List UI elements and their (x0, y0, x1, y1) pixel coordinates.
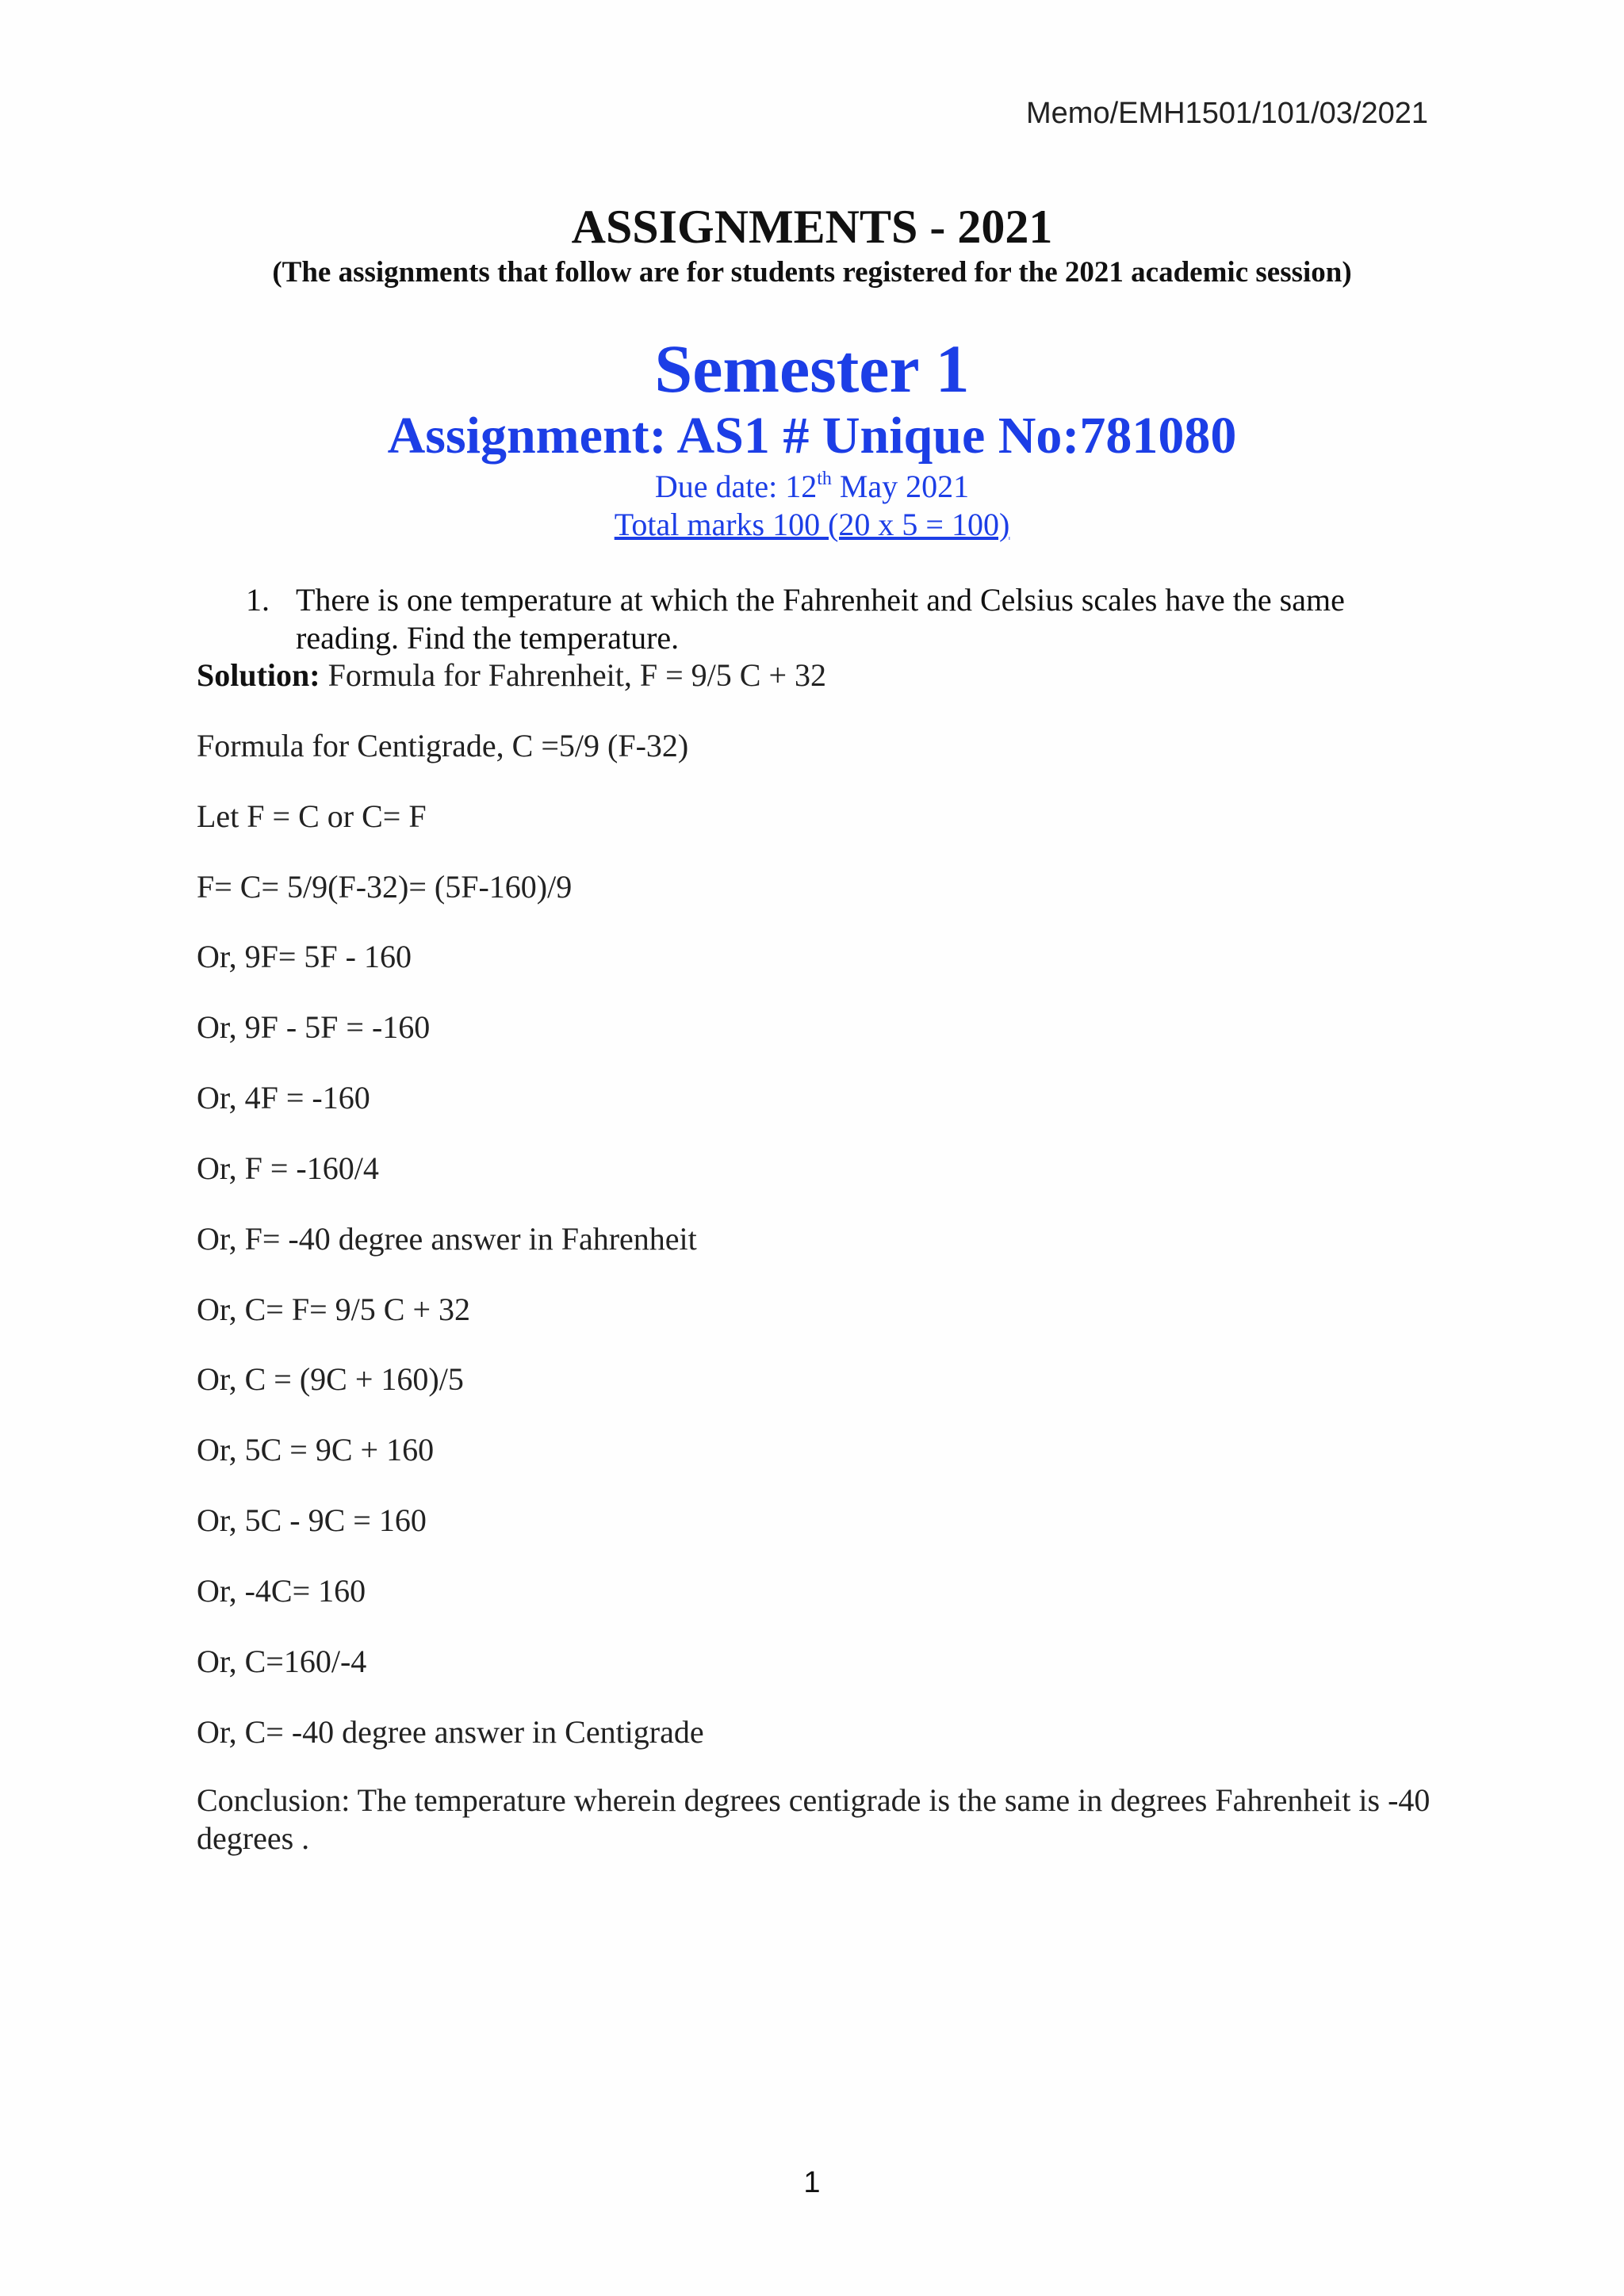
semester-heading: Semester 1 (654, 331, 970, 407)
solution-line: Or, 5C = 9C + 160 (197, 1432, 435, 1468)
due-date-prefix: Due date: 12 (654, 469, 818, 504)
solution-line: Or, 9F= 5F - 160 (197, 939, 412, 974)
total-marks: Total marks 100 (20 x 5 = 100) (614, 507, 1010, 542)
solution-line: Or, C= F= 9/5 C + 32 (197, 1292, 470, 1327)
question-number: 1. (246, 582, 270, 618)
solution-line: Or, F= -40 degree answer in Fahrenheit (197, 1221, 697, 1257)
solution-line: Or, C= -40 degree answer in Centigrade (197, 1714, 704, 1750)
solution-line: Let F = C or C= F (197, 798, 427, 834)
solution-line: Formula for Centigrade, C =5/9 (F-32) (197, 728, 689, 763)
solution-first-text: Formula for Fahrenheit, F = 9/5 C + 32 (320, 657, 827, 693)
solution-line: Or, 4F = -160 (197, 1080, 370, 1115)
solution-line: Or, 9F - 5F = -160 (197, 1009, 431, 1045)
page-number: 1 (803, 2166, 821, 2199)
memo-reference: Memo/EMH1501/101/03/2021 (1026, 97, 1428, 130)
solution-line: Or, -4C= 160 (197, 1573, 366, 1609)
page-title: ASSIGNMENTS - 2021 (571, 201, 1053, 253)
solution-line: Or, C=160/-4 (197, 1644, 367, 1679)
solution-line: F= C= 5/9(F-32)= (5F-160)/9 (197, 869, 573, 905)
solution-conclusion: Conclusion: The temperature wherein degrees centigrade is the same in degrees Fahrenheit is -40 degrees . (197, 1782, 1431, 1856)
due-date-suffix: May 2021 (831, 469, 970, 504)
solution-line: Or, F = -160/4 (197, 1150, 379, 1186)
page-subtitle: (The assignments that follow are for students registered for the 2021 academic session) (272, 256, 1352, 289)
solution-line: Or, C = (9C + 160)/5 (197, 1361, 464, 1397)
question-text: There is one temperature at which the Fahrenheit and Celsius scales have the same reading. Find the temperature. (296, 582, 1345, 656)
solution-label: Solution: (197, 657, 320, 693)
assignment-heading: Assignment: AS1 # Unique No:781080 (387, 407, 1237, 465)
due-date (0, 468, 1624, 505)
question-item (246, 581, 1396, 657)
due-date-ordinal: th (817, 469, 832, 489)
solution-first-line (197, 656, 826, 694)
solution-line: Or, 5C - 9C = 160 (197, 1502, 427, 1538)
